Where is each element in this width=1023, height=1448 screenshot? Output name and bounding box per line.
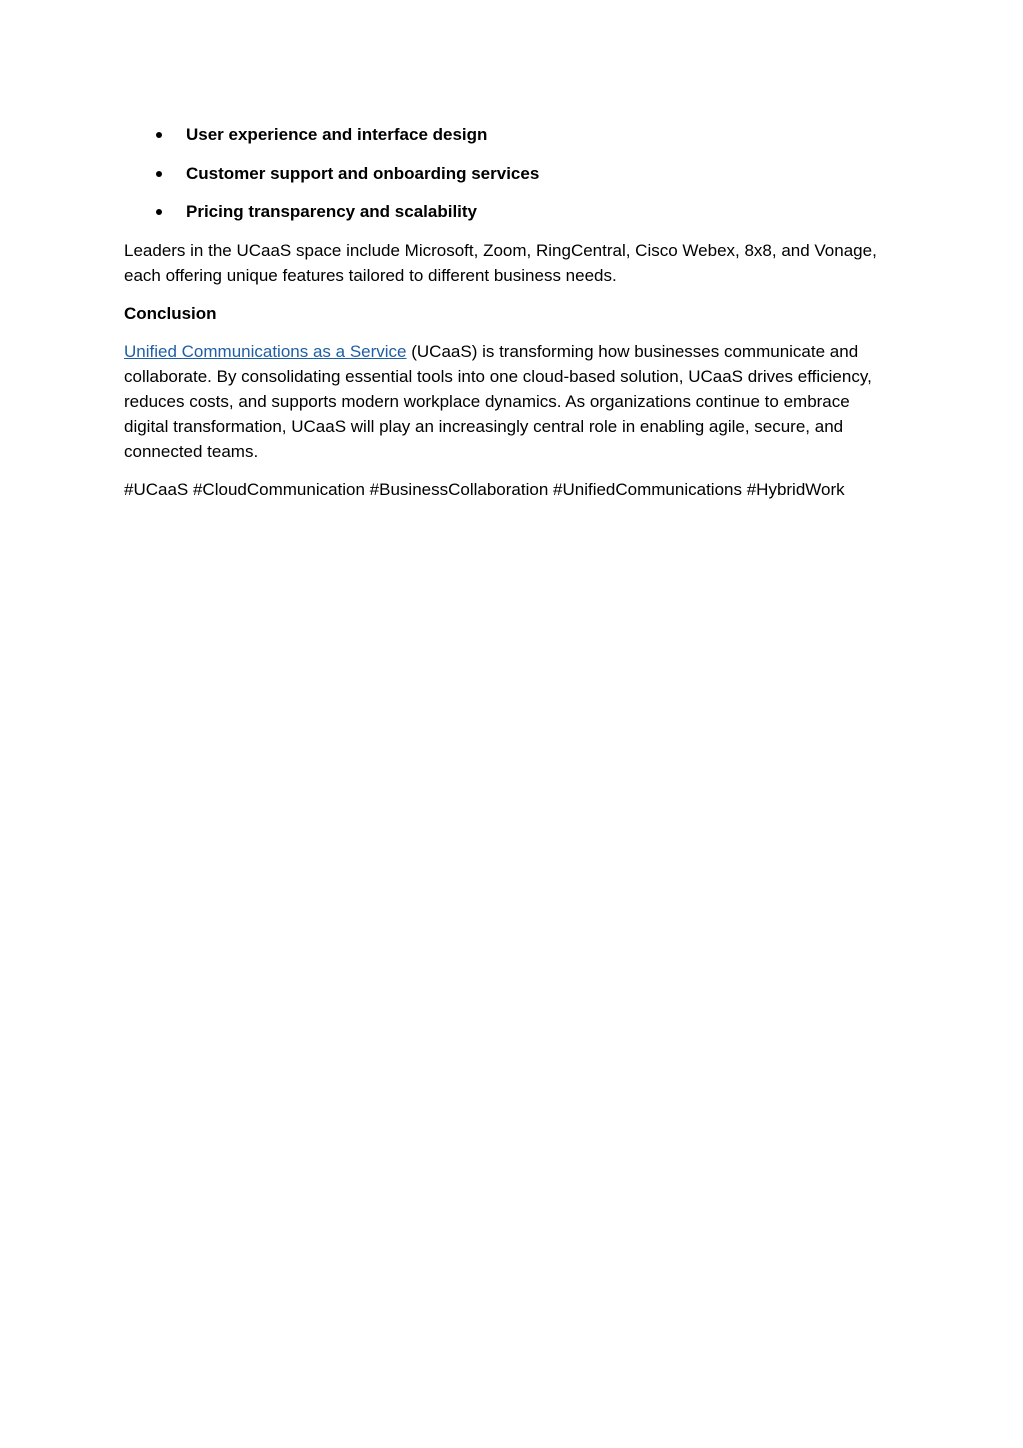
list-item-text: Pricing transparency and scalability bbox=[186, 202, 478, 221]
bullet-icon bbox=[156, 132, 162, 138]
list-item bbox=[124, 122, 894, 147]
criteria-list bbox=[124, 122, 894, 224]
conclusion-paragraph bbox=[124, 339, 894, 464]
document-content bbox=[124, 122, 894, 515]
conclusion-body-text: (UCaaS) is transforming how businesses communicate and collaborate. By consolidating essential tools into one cloud-based solution, UCaaS drives efficiency, reduces costs, and supports modern workplace dynamics. As organizations continue to embrace digital transformation, UCaaS will play an increasingly central role in enabling agile, secure, and connected teams. bbox=[124, 341, 872, 461]
ucaas-link[interactable]: Unified Communications as a Service bbox=[124, 341, 407, 361]
hashtags: #UCaaS #CloudCommunication #BusinessCollaboration #UnifiedCommunications #HybridWork bbox=[124, 479, 845, 499]
list-item-text: User experience and interface design bbox=[186, 125, 488, 144]
list-item bbox=[124, 199, 894, 224]
leaders-paragraph: Leaders in the UCaaS space include Microsoft, Zoom, RingCentral, Cisco Webex, 8x8, and Vonage, each offering unique features tailored to different business needs. bbox=[124, 240, 877, 285]
bullet-icon bbox=[156, 171, 162, 177]
list-item-text: Customer support and onboarding services bbox=[186, 163, 540, 183]
bullet-icon bbox=[156, 209, 162, 215]
conclusion-heading: Conclusion bbox=[124, 303, 217, 323]
list-item bbox=[124, 161, 894, 186]
